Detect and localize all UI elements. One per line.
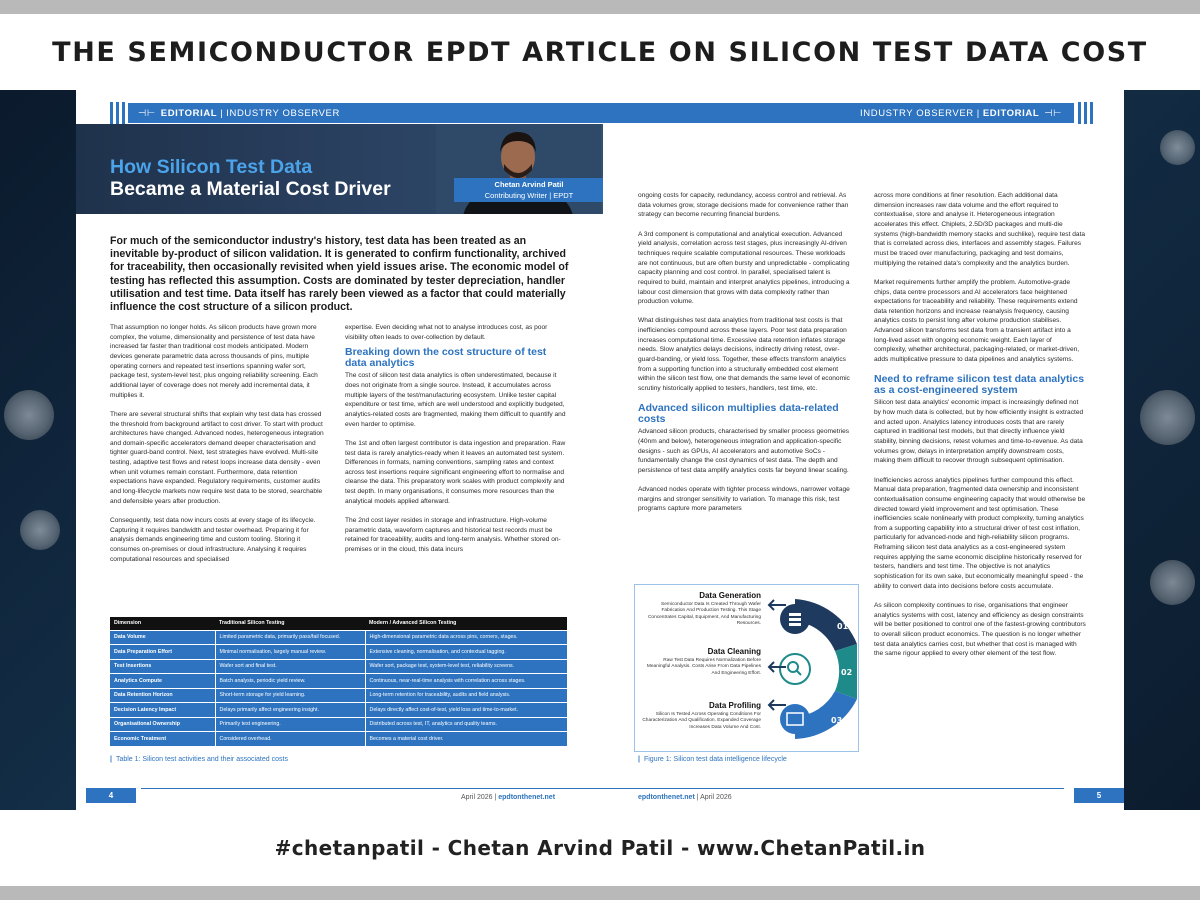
arrow-left-icon [769,662,786,672]
column-1 [110,323,332,574]
table-cell: Data Volume [110,630,215,645]
author-role: Contributing Writer | EPDT [484,191,574,200]
page-number: 5 [1074,788,1124,803]
table-row [110,674,567,689]
table-cell: Data Retention Horizon [110,688,215,703]
figure-caption: | Figure 1: Silicon test data intelligence lifecycle [638,756,787,763]
footer-site: epdtonthenet.net [498,794,556,801]
paragraph: Consequently, test data now incurs costs at every stage of its lifecycle. Capturing it requires bandwidth and tester overhead. Preparing it for analysis demands engineering time and custom tooling. Storing it consumes on-premises or cloud infrastructure. Analysing it requires computational resources and specialised [110,517,316,563]
footer-date: April 2026 | [461,794,497,801]
lead-paragraph: For much of the semiconductor industry's history, test data has been treated as an inevitable by-product of silicon validation. It is generated to confirm functionality, archived for traceability, then occasionally revisited when yield issues arise. The economic model of testing has reflected this assumption. Costs are dominated by tester depreciation, handler utilisation and test time. Data itself has rarely been viewed as a factor that could materially influence the cost structure of a silicon product. [110,235,569,314]
paragraph: The 1st and often largest contributor is data ingestion and preparation. Raw test data is rarely analytics-ready when it leaves an automated test system. Differences in formats, naming conventions, sampling rates and context across test insertions require significant engineering effort to normalise and cleanse the data. This preparatory work scales with product complexity and test depth. In many organisations, it consumes more resources than the analytical models applied afterward. [345,439,566,505]
paragraph: Market requirements further amplify the problem. Automotive-grade chips, data centre processors and AI accelerators face heightened expectations for traceability and reliability. These requirements extend data retention horizons and increase reanalysis frequency, causing analytics costs to persist long after volume production stabilises. Advanced silicon transforms test data from a transient artifact into a long-lived asset with ongoing economic weight. Each layer of complexity, whether architectural, packaging-related, or market-driven, adds multiplicative pressure to data pipelines and analytics systems. [874,278,1080,364]
banner-title: THE SEMICONDUCTOR EPDT ARTICLE ON SILICON TEST DATA COST [52,36,1148,68]
split-icon: ⊣⊢ [1044,107,1062,119]
table-cell: Economic Treatment [110,732,215,747]
arrow-icons [761,595,791,745]
table-header: Modern / Advanced Silicon Testing [365,617,567,630]
paragraph: A 3rd component is computational and analytical execution. Advanced yield analysis, correlation across test stages, plus increasingly AI-driven techniques require scalable computational resources. These workloads are not continuous, but are often bursty and unpredictable - complicating capacity planning and cost control. In parallel, specialised talent is required to build, maintain and interpret analytics pipelines, introducing a labour cost dimension that grows with data complexity rather than production volume. [638,230,850,306]
table-body [110,630,567,746]
split-icon: ⊣⊢ [138,107,156,119]
table-cell: Organisational Ownership [110,717,215,732]
paragraph: ongoing costs for capacity, redundancy, access control and retrieval. As data volumes grow, storage decisions made for convenience rather than strategy can become recurring financial burdens. [638,192,849,219]
table-row [110,717,567,732]
footer-right [638,794,732,801]
table-cell: Wafer sort, package test, system-level test, reliability screens. [365,659,567,674]
table-cell: Long-term retention for traceability, audits and field analysis. [365,688,567,703]
table-cell: Analytics Compute [110,674,215,689]
magazine-spread [76,90,1124,810]
footer-rule [141,788,600,789]
footer-tagline: #chetanpatil - Chetan Arvind Patil - www.ChetanPatil.in [274,836,926,860]
table-row [110,703,567,718]
bottom-border [0,886,1200,900]
figure-section-title: Data Generation [699,591,761,600]
arrow-left-icon [769,600,786,610]
header-section: EDITORIAL [160,107,218,119]
table-cell: Decision Latency Impact [110,703,215,718]
chip-decoration [1150,560,1195,605]
header-subsection: INDUSTRY OBSERVER [226,107,340,119]
table-header: Dimension [110,617,215,630]
chip-decoration [1160,130,1195,165]
table-cell: High-dimensional parametric data across pins, corners, stages. [365,630,567,645]
paragraph: Advanced silicon products, characterised by smaller process geometries (40nm and below), heterogeneous integration and application-specific designs - such as GPUs, AI accelerators and automotive SoCs - fundamentally change the cost dynamics of test data. The depth and persistence of test data amplify analytics costs far beyond linear scaling. [638,428,850,474]
lifecycle-figure [634,584,859,752]
footer-banner [0,810,1200,886]
table-cell: Considered overhead. [215,732,365,747]
table-cell: Extensive cleaning, normalisation, and contextual tagging. [365,645,567,660]
author-byline [454,178,603,202]
column-4 [874,191,1086,669]
section-heading: Advanced silicon multiplies data-related costs [638,402,839,425]
table-cell: Short-term storage for yield learning. [215,688,365,703]
paragraph: Advanced nodes operate with tighter process windows, narrower voltage margins and stronger sensitivity to variation. To manage this risk, test programs capture more parameters [638,486,850,513]
figure-section-profiling [641,701,761,731]
table-row [110,630,567,645]
table-row [110,732,567,747]
author-name: Chetan Arvind Patil [494,180,564,189]
column-2 [345,323,570,564]
article-hero [76,124,603,214]
table-row [110,659,567,674]
table-cell: Data Preparation Effort [110,645,215,660]
figure-section-generation [641,591,761,627]
step-01-label: 01 [837,622,849,631]
arrow-left-icon [769,700,786,710]
header-section: EDITORIAL [982,107,1040,119]
table-cell: Continuous, near-real-time analysis with correlation across stages. [365,674,567,689]
table-header-row [110,617,567,630]
section-heading: Need to reframe silicon test data analytics as a cost-engineered system [874,373,1085,396]
table-cell: Limited parametric data, primarily pass/fail focused. [215,630,365,645]
header-subsection: INDUSTRY OBSERVER [860,107,974,119]
paragraph: That assumption no longer holds. As silicon products have grown more complex, the volume, dimensionality and persistence of test data have increased far faster than traditional cost models anticipated. Modern devices generate parametric data across thousands of pins, multiple operating corners and repeated test insertions spanning wafer sort, package test, system-level test, plus ongoing reliability screening. Each additional layer of coverage does not merely add incremental data, it multiplies it. [110,324,318,399]
paragraph: Silicon test data analytics' economic impact is increasingly defined not by how much data is collected, but by how efficiently insight is extracted and acted upon. Analytics latency introduces costs that are rarely captured in traditional test models, but that directly influence yield stability, binning decisions, retest volumes and time-to-revenue. As data volumes grow, delays in interpretation amplify downstream costs, making them difficult to recover through subsequent optimisation. [874,399,1084,465]
table-cell: Delays directly affect cost-of-test, yield loss and time-to-market. [365,703,567,718]
header-right: INDUSTRY OBSERVER | EDITORIAL ⊣⊢ [600,103,1074,123]
banner [0,14,1200,90]
page-number: 4 [86,788,136,803]
paragraph: As silicon complexity continues to rise, organisations that engineer analytics systems with cost, latency and efficiency as design constraints will be better positioned to control one of the fastest-growing contributors to overall silicon product economics. The question is no longer whether test data analytics carries cost, but whether that cost is managed with the same rigour applied to every other element of the test flow. [874,602,1086,658]
footer-date: | April 2026 [696,794,732,801]
footer-left [461,794,555,801]
figure-caption-text: Figure 1: Silicon test data intelligence lifecycle [643,756,787,763]
table-caption: | Table 1: Silicon test activities and their associated costs [110,756,288,763]
cost-table [110,617,567,746]
table-row [110,645,567,660]
chip-decoration [20,510,60,550]
article-title-line1: How Silicon Test Data [110,156,313,178]
paragraph: across more conditions at finer resolution. Each additional data dimension increases raw data volume and the effort required to contextualise, store and analyse it. Heterogeneous integration accelerates this effect. Chiplets, 2.5D/3D packages and multi-die systems (high-bandwidth memory stacks and suchlike), require test data that is correlated across dies, interfaces and assembly stages. Failures must be traced over manufacturing, packaging and test domains, multiplying the retained data's complexity and the analytics burden. [874,192,1086,267]
top-border [0,0,1200,14]
article-title [110,156,391,200]
article-title-line2: Became a Material Cost Driver [110,178,391,200]
paragraph: What distinguishes test data analytics from traditional test costs is that inefficiencies compound across these layers. Poor test data preparation increases computational time. Excessive data retention inflates storage needs. Slow analytics delays decisions, indirectly driving retest, over-guard-banding, or yield loss. Together, these effects transform analytics from a supporting function into a structurally embedded cost element within the silicon test flow, one that demands the same level of economic scrutiny historically applied to testers, handlers, test time, etc. [638,317,850,392]
table-row [110,688,567,703]
table-cell: Batch analysis, periodic yield review. [215,674,365,689]
table-cell: Test Insertions [110,659,215,674]
header-stripes [110,102,125,124]
figure-section-text: Silicon Is Tested Across Operating Conditions For Characterization And Qualification. Expanded Coverage Increases Data Volume And Cost. [642,712,761,730]
figure-section-title: Data Cleaning [707,647,761,656]
paragraph: The 2nd cost layer resides in storage and infrastructure. High-volume parametric data, waveform captures and historical test records must be retained for traceability, audits and long-term analysis. Whether stored on-premises or in the cloud, this data incurs [345,517,561,553]
table-cell: Distributed across test, IT, analytics and quality teams. [365,717,567,732]
figure-section-text: Semiconductor Data Is Created Through Wafer Fabrication And Production Testing. This Stage Concentrates Capital, Equipment, And Manufacturing Resources. [647,602,761,626]
column-3 [638,191,856,524]
background-stage [0,90,1200,810]
header-left: ⊣⊢ EDITORIAL | INDUSTRY OBSERVER [128,103,603,123]
paragraph: expertise. Even deciding what not to analyse introduces cost, as poor visibility often leads to over-collection by default. [345,324,548,341]
table-caption-text: Table 1: Silicon test activities and their associated costs [115,756,288,763]
paragraph: The cost of silicon test data analytics is often underestimated, because it does not originate from a single source. Instead, it accumulates across multiple layers of the test/manufacturing ecosystem. Unlike tester capital expenditure or test time, which are well understood and explicitly budgeted, analytics-related costs are fragmented, making them difficult to quantify and even harder to optimise. [345,372,566,428]
table-cell: Primarily test engineering. [215,717,365,732]
step-02-label: 02 [841,668,853,677]
figure-section-cleaning [641,647,761,677]
chip-decoration [4,390,54,440]
section-heading: Breaking down the cost structure of test data analytics [345,346,547,369]
table-header: Traditional Silicon Testing [215,617,365,630]
figure-section-text: Raw Test Data Requires Normalization Before Meaningful Analysis. Costs Arise From Data Pipelines And Engineering Effort. [646,658,761,676]
header-stripes [1078,102,1093,124]
paragraph: There are several structural shifts that explain why test data has crossed the threshold from background artifact to cost driver. To start with product architectures have changed. Advanced nodes, heterogeneous integration and domain-specific accelerators demand deeper characterisation and tighter guard-band control. Next, test strategies have evolved. Multi-site testing, adaptive test flows and retest loops increase data density - even when unit volumes remain constant. Furthermore, data retention expectations have expanded. Regulatory requirements, customer audits and long-lifecycle markets now require test data to be stored, searchable and defensible years after production. [110,410,324,505]
chip-decoration [1140,390,1195,445]
table-cell: Delays primarily affect engineering insight. [215,703,365,718]
right-page [600,90,1124,810]
footer-site: epdtonthenet.net [638,794,695,801]
step-03-label: 03 [831,716,843,725]
footer-rule [600,788,1064,789]
table-cell: Becomes a material cost driver. [365,732,567,747]
figure-section-title: Data Profiling [708,701,761,710]
left-page [76,90,600,810]
table-cell: Wafer sort and final test. [215,659,365,674]
paragraph: Inefficiencies across analytics pipelines further compound this effect. Manual data preparation, fragmented data ownership and inconsistent contextualisation consume engineering capacity that would otherwise be directed toward yield improvement and test optimisation. These inefficiencies scale nonlinearly with product complexity, turning analytics from a supporting capability into a structural driver of test cost inflation, particularly for advanced-node and high-reliability silicon programs. Reframing silicon test data analytics as a cost-engineered system requires applying the same economic discipline historically reserved for testers, handlers and test time. The objective is not analytics sophistication for its own sake, but economically meaningful speed - the ability to convert data into decisions before costs accumulate. [874,476,1086,590]
table-cell: Minimal normalisation, largely manual review. [215,645,365,660]
